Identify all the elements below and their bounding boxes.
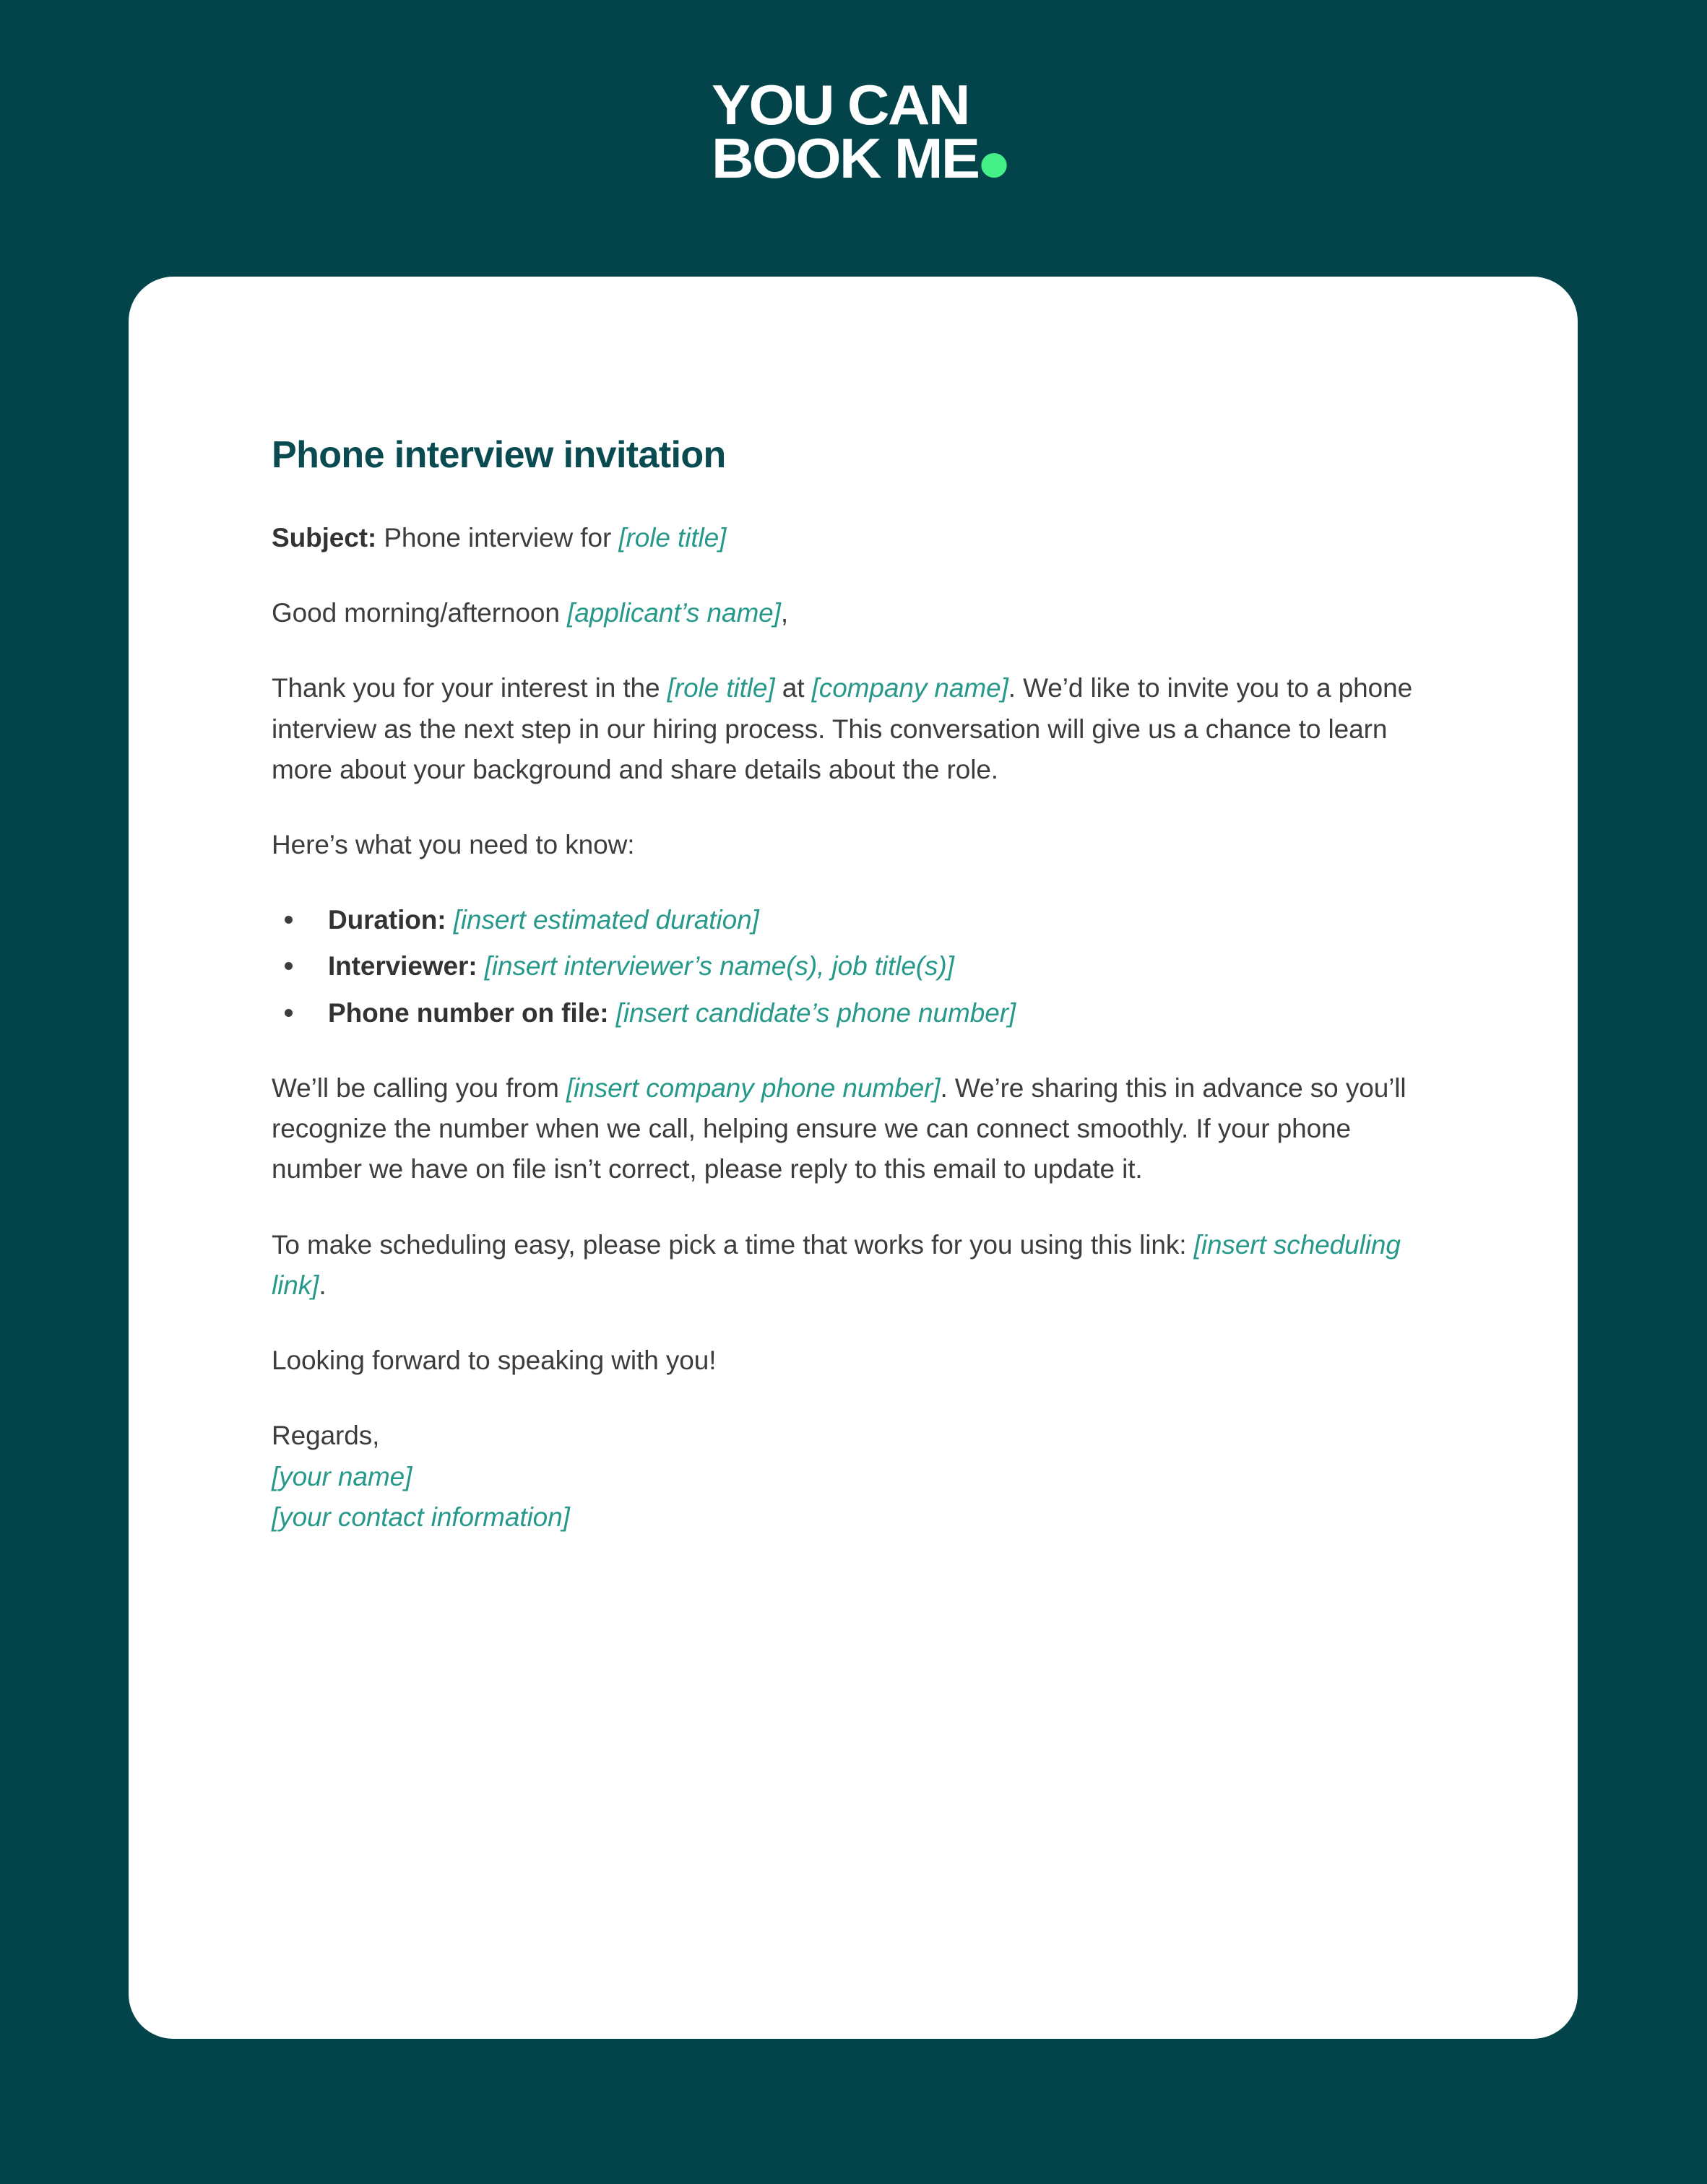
list-item-placeholder: [insert estimated duration]: [453, 905, 759, 935]
subject-role-placeholder: [role title]: [618, 522, 727, 552]
calling-part-1: We’ll be calling you from: [272, 1072, 566, 1103]
list-item: [272, 946, 1424, 987]
calling-paragraph: [272, 1068, 1424, 1190]
details-list: [272, 900, 1424, 1034]
logo-text-block: [711, 73, 995, 191]
intro-part-3: . We’d like to invite you to a phone interview as the next step in our hiring process. This conversation will give us a chance to learn more about your background and share details about the role.: [272, 673, 1413, 784]
intro-paragraph: [272, 668, 1424, 790]
subject-label: Subject:: [272, 522, 377, 552]
bullet-icon: [285, 1009, 293, 1017]
scheduling-part-2: .: [319, 1270, 327, 1300]
signoff-name-placeholder: [your name]: [272, 1461, 412, 1491]
intro-company-placeholder: [company name]: [811, 673, 1008, 703]
list-item-placeholder: [insert interviewer’s name(s), job title(s)]: [484, 951, 954, 982]
bullet-icon: [285, 916, 293, 924]
greeting-text: Good morning/afternoon: [272, 598, 568, 628]
list-item-label: Phone number on file:: [328, 997, 609, 1028]
logo-dot-icon: [981, 153, 1006, 178]
signoff-block: [272, 1416, 1424, 1538]
subject-text: Phone interview for: [376, 522, 619, 552]
calling-number-placeholder: [insert company phone number]: [566, 1072, 941, 1103]
document-card: [129, 277, 1578, 2039]
scheduling-paragraph: [272, 1225, 1424, 1306]
logo-line-2: [711, 126, 1007, 191]
logo-line-1: YOU CAN: [711, 73, 969, 136]
page-title: Phone interview invitation: [272, 434, 726, 476]
list-item: [272, 900, 1424, 940]
list-item-label: Interviewer:: [328, 951, 477, 982]
greeting-applicant-placeholder: [applicant’s name]: [567, 598, 781, 628]
bullet-icon: [285, 962, 293, 970]
scheduling-part-1: To make scheduling easy, please pick a time that works for you using this link:: [272, 1229, 1194, 1260]
list-item: [272, 993, 1424, 1034]
subject-line: [272, 518, 1424, 558]
logo-line-2-text: BOOK ME: [711, 126, 979, 191]
signoff-regards: Regards,: [272, 1421, 380, 1451]
list-intro-line: Here’s what you need to know:: [272, 829, 635, 859]
intro-part-2: at: [774, 673, 812, 703]
closing-line: Looking forward to speaking with you!: [272, 1346, 717, 1376]
intro-role-placeholder: [role title]: [667, 673, 775, 703]
calling-part-2: . We’re sharing this in advance so you’ll recognize the number when we call, helping ensure we can connect smoothly. If your phone number we have on file isn’t correct, please reply to this email to update it.: [272, 1072, 1406, 1184]
scheduling-link-placeholder: [insert scheduling link]: [272, 1229, 1401, 1300]
signoff-contact-placeholder: [your contact information]: [272, 1502, 570, 1532]
document-content: [272, 434, 1424, 1538]
greeting-line: [272, 593, 1424, 633]
greeting-comma: ,: [780, 598, 789, 628]
list-item-label: Duration:: [328, 905, 446, 935]
intro-part-1: Thank you for your interest in the: [272, 673, 667, 703]
list-item-placeholder: [insert candidate’s phone number]: [615, 997, 1016, 1028]
brand-logo: [0, 73, 1707, 191]
